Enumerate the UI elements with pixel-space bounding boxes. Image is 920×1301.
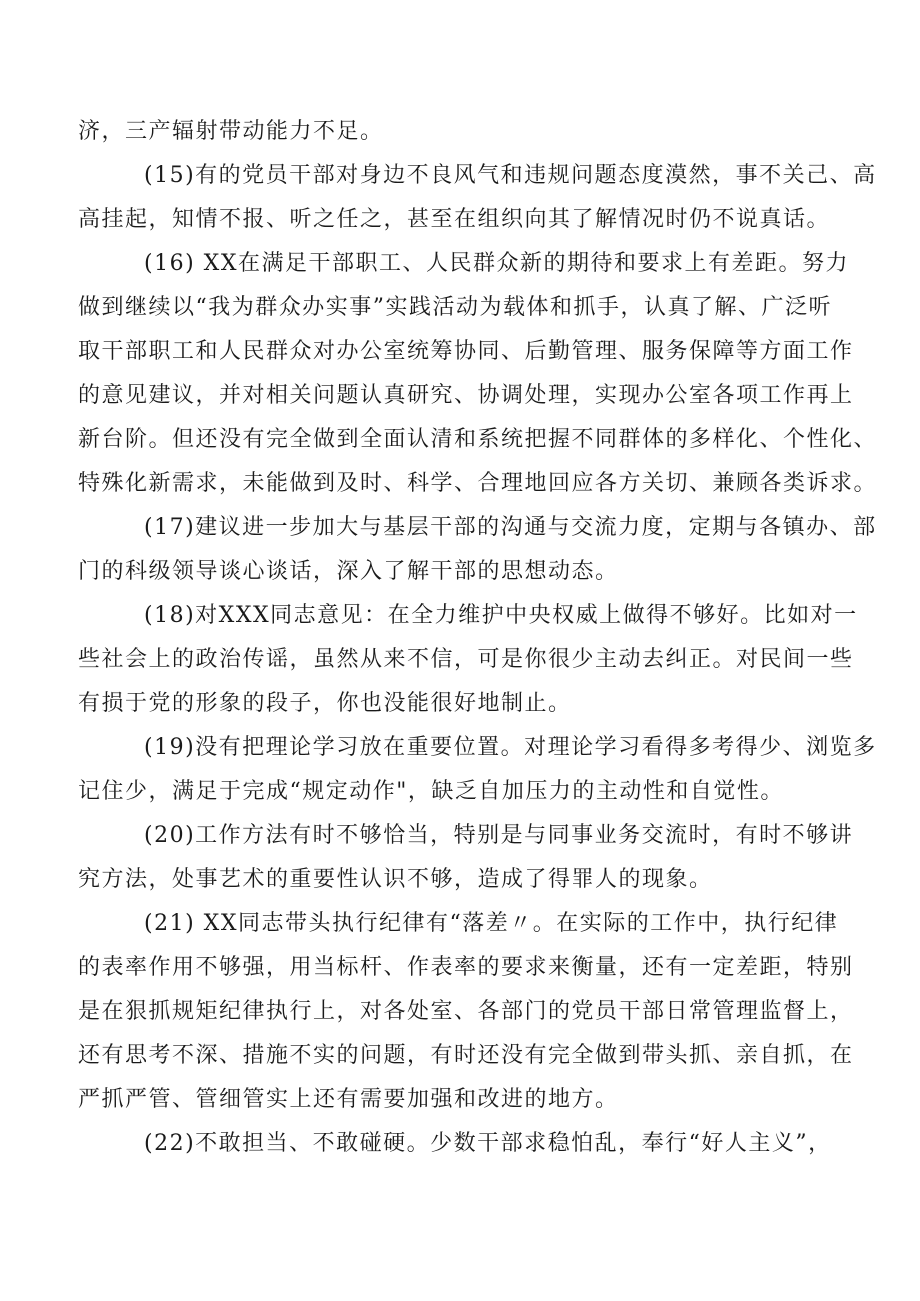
text-line: 的表率作用不够强，用当标杆、作表率的要求来衡量，还有一定差距，特别 — [78, 955, 854, 980]
text-line: 有损于党的形象的段子，你也没能很好地制止。 — [78, 691, 572, 716]
text-line: 做到继续以“我为群众办实事”实践活动为载体和抓手，认真了解、广泛听 — [78, 295, 832, 320]
text-line: 特殊化新需求，未能做到及时、科学、合理地回应各方关切、兼顾各类诉求。 — [78, 471, 878, 496]
text-line: 取干部职工和人民群众对办公室统筹协同、后勤管理、服务保障等方面工作 — [78, 339, 854, 364]
text-line: 些社会上的政治传谣，虽然从来不信，可是你很少主动去纠正。对民间一些 — [78, 647, 854, 672]
paragraph-18-line-1: (18)对XXX同志意见：在全力维护中央权威上做得不够好。比如对一 — [144, 603, 858, 628]
text-line: 严抓严管、管细管实上还有需要加强和改进的地方。 — [78, 1087, 619, 1112]
text-line: 新台阶。但还没有完全做到全面认清和系统把握不同群体的多样化、个性化、 — [78, 427, 878, 452]
text-line: 还有思考不深、措施不实的问题，有时还没有完全做到带头抓、亲自抓，在 — [78, 1043, 854, 1068]
paragraph-16-line-1: (16) XX在满足干部职工、人民群众新的期待和要求上有差距。努力 — [144, 251, 849, 276]
paragraph-22-line-1: (22)不敢担当、不敢碰硬。少数干部求稳怕乱，奉行“好人主义”， — [144, 1131, 832, 1156]
text-line: 高挂起，知情不报、听之任之，甚至在组织向其了解情况时仍不说真话。 — [78, 207, 831, 232]
text-line: 的意见建议，并对相关问题认真研究、协调处理，实现办公室各项工作再上 — [78, 383, 854, 408]
text-line: 究方法，处事艺术的重要性认识不够，造成了得罪人的现象。 — [78, 867, 713, 892]
text-line: 门的科级领导谈心谈话，深入了解干部的思想动态。 — [78, 559, 619, 584]
text-line: 是在狠抓规矩纪律执行上，对各处室、各部门的党员干部日常管理监督上， — [78, 999, 854, 1024]
text-line: 记住少，满足于完成“规定动作"，缺乏自加压力的主动性和自觉性。 — [78, 779, 784, 804]
paragraph-19-line-1: (19)没有把理论学习放在重要位置。对理论学习看得多考得少、浏览多 — [144, 735, 877, 760]
paragraph-21-line-1: (21) XX同志带头执行纪律有“落差〃。在实际的工作中，执行纪律 — [144, 911, 839, 936]
paragraph-17-line-1: (17)建议进一步加大与基层干部的沟通与交流力度，定期与各镇办、部 — [144, 515, 877, 540]
paragraph-15-line-1: (15)有的党员干部对身边不良风气和违规问题态度漠然，事不关己、高 — [144, 163, 877, 188]
paragraph-20-line-1: (20)工作方法有时不够恰当，特别是与同事业务交流时，有时不够讲 — [144, 823, 854, 848]
text-line: 济，三产辐射带动能力不足。 — [78, 119, 384, 144]
